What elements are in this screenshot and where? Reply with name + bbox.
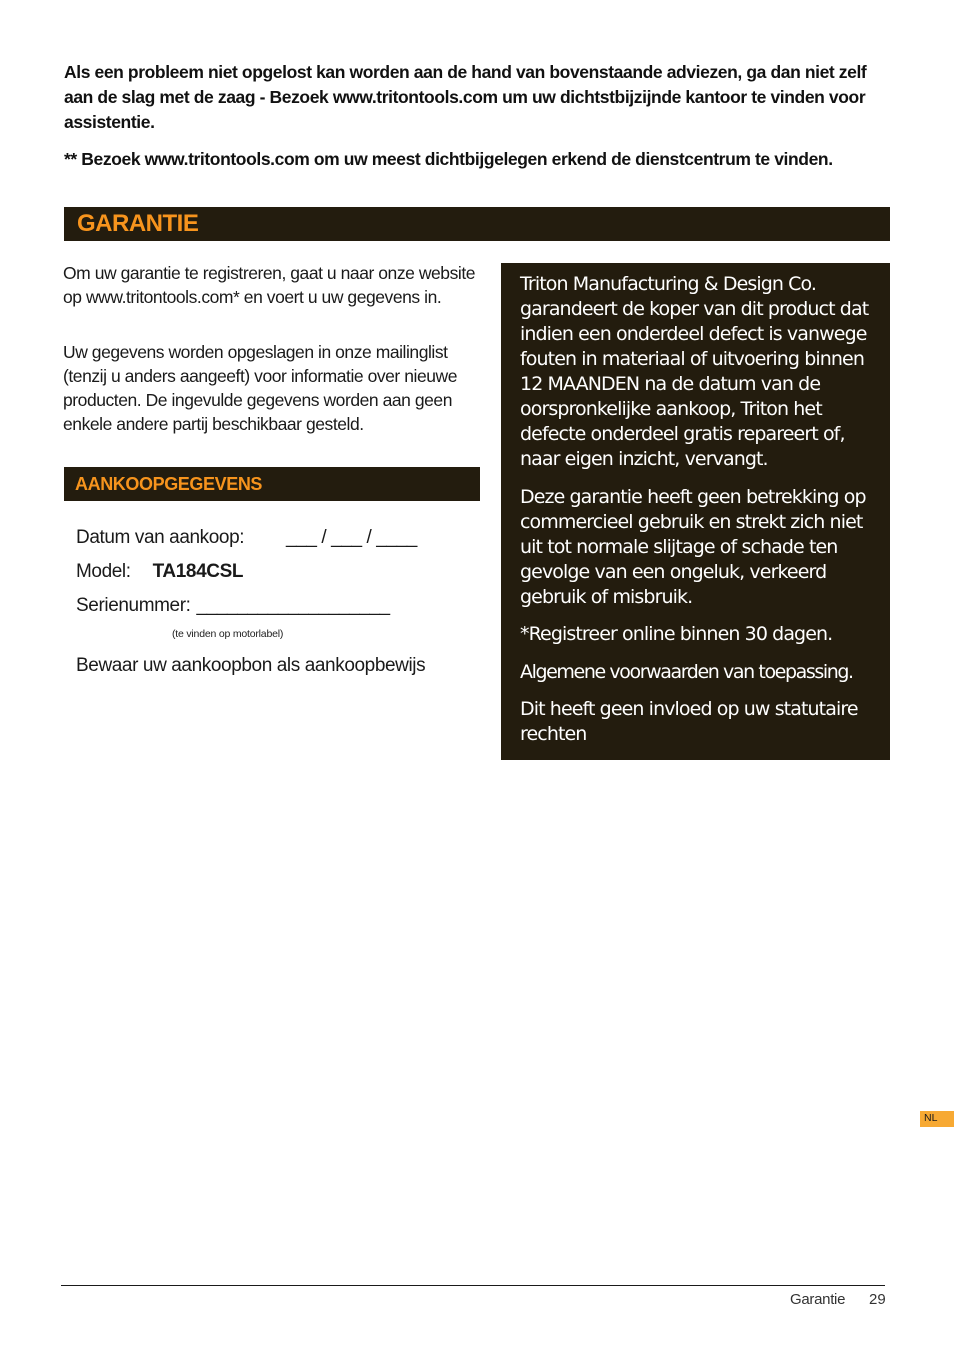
language-tab-label: NL (924, 1112, 938, 1124)
bewaar-note: Bewaar uw aankoopbon als aankoopbewijs (76, 655, 426, 676)
language-tab (920, 1111, 954, 1127)
footer-page-number: 29 (869, 1291, 886, 1308)
garantie-heading: GARANTIE (77, 210, 199, 237)
datum-label: Datum van aankoop: (76, 527, 245, 548)
garantie-register-text: Om uw garantie te registreren, gaat u naar onze website op www.tritontools.com* en voert u uw gegevens in. (63, 263, 476, 307)
footer-divider (61, 1285, 885, 1286)
model-value: TA184CSL (152, 561, 244, 582)
datum-blank: ___ / ___ / ____ (286, 527, 417, 548)
datum-row (76, 527, 417, 549)
garantie-privacy-text: Uw gegevens worden opgeslagen in onze mailinglist (tenzij u anders aangeeft) voor informatie over nieuwe producten. De ingevulde gegevens worden aan geen enkele andere partij beschikbaar gesteld. (63, 342, 457, 434)
serienummer-label: Serienummer: (76, 595, 191, 616)
warranty-exclusions-text: Deze garantie heeft geen betrekking op commercieel gebruik en strekt zich niet uit tot normale slijtage of schade ten gevolge van een ongeluk, verkeerd gebruik of misbruik. (520, 486, 866, 608)
garantie-heading-bar (64, 207, 890, 241)
warranty-terms-text: Triton Manufacturing & Design Co. garandeert de koper van dit product dat indien een onderdeel defect is vanwege fouten in materiaal of uitvoering binnen 12 MAANDEN na de datum van de oorspronkelijke aankoop, Triton het defecte onderdeel gratis repareert of, naar eigen inzicht, vervangt. (520, 273, 869, 470)
statutory-rights-text: Dit heeft geen invloed op uw statutaire rechten (520, 698, 858, 745)
model-row (76, 561, 243, 583)
serienummer-blank: ___________________ (196, 595, 390, 616)
intro-paragraph-advice: Als een probleem niet opgelost kan worden aan de hand van bovenstaande adviezen, ga dan niet zelf aan de slag met de zaag - Bezoek www.tritontools.com um uw dichtstbijzijnde kantoor te vinden voor assistentie. (64, 62, 867, 132)
aankoop-heading-bar (64, 467, 480, 501)
serienummer-row (76, 595, 390, 617)
serienummer-note: (te vinden op motorlabel) (172, 628, 284, 640)
footer-section-name: Garantie (790, 1291, 846, 1308)
model-label: Model: (76, 561, 131, 582)
register-online-text: *Registreer online binnen 30 dagen. (520, 623, 833, 645)
general-conditions-text: Algemene voorwaarden van toepassing. (520, 661, 853, 683)
warranty-terms-box (501, 263, 890, 760)
intro-paragraph-service: ** Bezoek www.tritontools.com om uw meest dichtbijgelegen erkend de dienstcentrum te vinden. (64, 149, 833, 169)
aankoop-heading: AANKOOPGEGEVENS (75, 474, 263, 494)
